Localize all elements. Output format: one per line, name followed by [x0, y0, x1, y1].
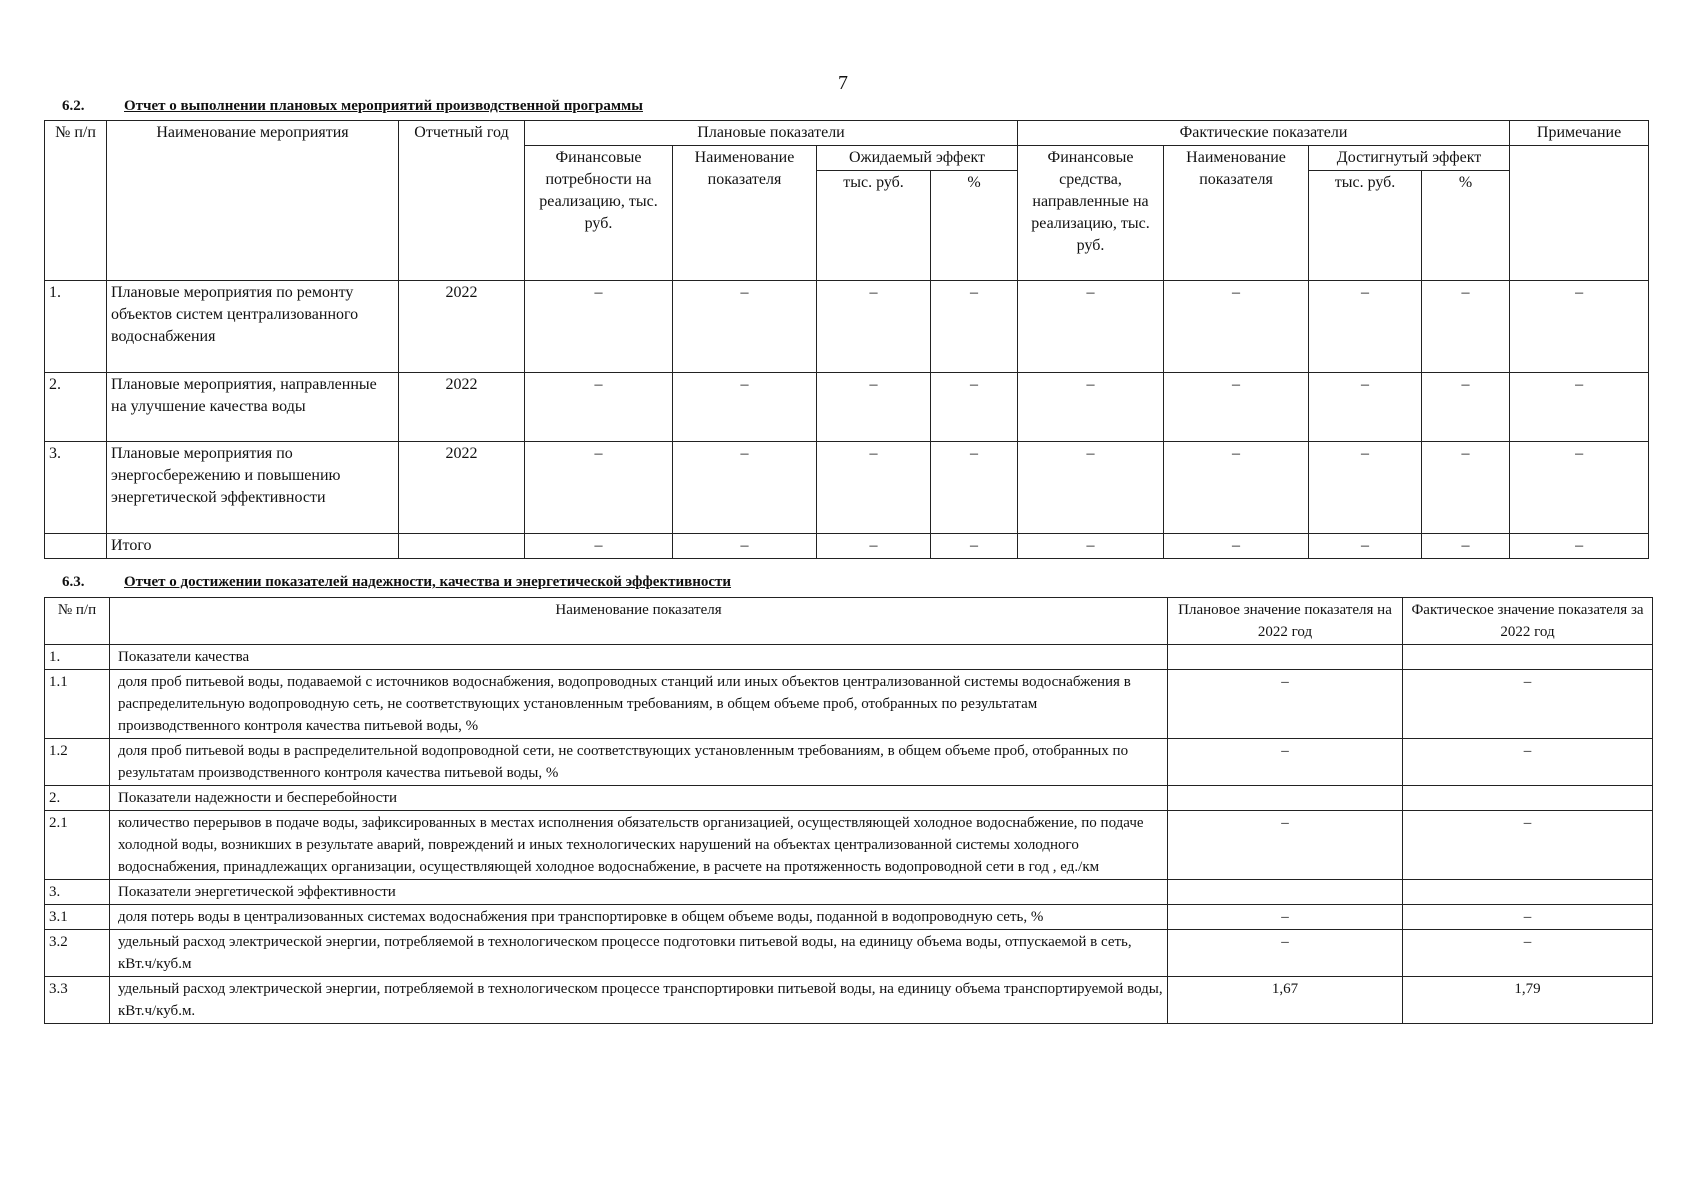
row-name: Плановые мероприятия по энергосбережению и повышению энергетической эффективности — [107, 442, 399, 534]
row-year: 2022 — [399, 373, 525, 442]
table-row — [45, 880, 1653, 905]
row-fact: – — [1403, 739, 1653, 786]
row-cell: – — [1422, 442, 1510, 534]
row-cell: – — [525, 442, 673, 534]
header-num: № п/п — [45, 121, 107, 281]
section-title-text: Отчет о достижении показателей надежности, качества и энергетической эффективности — [124, 574, 732, 590]
row-name: удельный расход электрической энергии, потребляемой в технологическом процессе транспортировки питьевой воды, на единицу объема транспортируемой воды, кВт.ч/куб.м. — [110, 977, 1168, 1024]
table-row — [45, 373, 1649, 442]
row-cell: – — [1018, 442, 1164, 534]
row-num: 1. — [45, 645, 110, 670]
row-cell: – — [817, 373, 931, 442]
row-cell: – — [931, 442, 1018, 534]
table-row — [45, 739, 1653, 786]
row-plan — [1168, 880, 1403, 905]
row-fact — [1403, 880, 1653, 905]
section-6-3-title — [62, 574, 731, 591]
row-num: 2.1 — [45, 811, 110, 880]
row-cell: – — [817, 442, 931, 534]
table-row — [45, 442, 1649, 534]
total-row — [45, 534, 1649, 559]
row-name: Плановые мероприятия, направленные на улучшение качества воды — [107, 373, 399, 442]
header-plan-effect: Ожидаемый эффект — [817, 146, 1018, 171]
total-cell: – — [1309, 534, 1422, 559]
table-row — [45, 905, 1653, 930]
production-program-table — [44, 120, 1649, 559]
row-cell: – — [931, 373, 1018, 442]
row-year: 2022 — [399, 442, 525, 534]
row-cell: – — [1309, 373, 1422, 442]
header-fact-effect-pct: % — [1422, 171, 1510, 281]
row-plan: – — [1168, 905, 1403, 930]
page-number: 7 — [838, 72, 848, 94]
row-num: 3. — [45, 442, 107, 534]
row-plan — [1168, 786, 1403, 811]
row-name: Показатели надежности и бесперебойности — [110, 786, 1168, 811]
header-fact: Фактическое значение показателя за 2022 год — [1403, 598, 1653, 645]
total-cell: – — [817, 534, 931, 559]
total-cell: – — [1510, 534, 1649, 559]
header-plan-effect-rub: тыс. руб. — [817, 171, 931, 281]
row-name: удельный расход электрической энергии, потребляемой в технологическом процессе подготовки питьевой воды, на единицу объема воды, отпускаемой в сеть, кВт.ч/куб.м — [110, 930, 1168, 977]
row-cell: – — [525, 373, 673, 442]
row-cell: – — [1422, 373, 1510, 442]
section-6-2-title — [62, 98, 643, 115]
total-cell: – — [1164, 534, 1309, 559]
row-num: 3.1 — [45, 905, 110, 930]
row-cell: – — [1164, 373, 1309, 442]
total-year-empty — [399, 534, 525, 559]
row-cell: – — [1309, 281, 1422, 373]
header-note-empty — [1510, 146, 1649, 281]
total-cell: – — [525, 534, 673, 559]
row-cell: – — [1510, 442, 1649, 534]
row-cell: – — [1164, 281, 1309, 373]
header-actual: Фактические показатели — [1018, 121, 1510, 146]
row-fact: – — [1403, 811, 1653, 880]
row-plan: – — [1168, 670, 1403, 739]
row-cell: – — [525, 281, 673, 373]
row-name: Показатели качества — [110, 645, 1168, 670]
row-cell: – — [817, 281, 931, 373]
row-cell: – — [673, 281, 817, 373]
row-num: 1.1 — [45, 670, 110, 739]
section-title-text: Отчет о выполнении плановых мероприятий производственной программы — [124, 98, 643, 114]
row-num: 1. — [45, 281, 107, 373]
total-cell: – — [1018, 534, 1164, 559]
row-fact — [1403, 786, 1653, 811]
row-fact: – — [1403, 670, 1653, 739]
row-plan: – — [1168, 930, 1403, 977]
header-fact-effect: Достигнутый эффект — [1309, 146, 1510, 171]
table-row — [45, 811, 1653, 880]
total-cell: – — [673, 534, 817, 559]
header-planned: Плановые показатели — [525, 121, 1018, 146]
row-name: доля проб питьевой воды, подаваемой с источников водоснабжения, водопроводных станций или иных объектов централизованной системы водоснабжения в распределительную водопроводную сеть, не соответствующих установленным требованиям, в общем объеме проб, отобранных по результатам производственного контроля качества питьевой воды, % — [110, 670, 1168, 739]
section-number: 6.3. — [62, 574, 85, 590]
header-plan-indicator: Наименование показателя — [673, 146, 817, 281]
row-fact: 1,79 — [1403, 977, 1653, 1024]
row-name: Показатели энергетической эффективности — [110, 880, 1168, 905]
row-fact — [1403, 645, 1653, 670]
total-num-empty — [45, 534, 107, 559]
row-num: 2. — [45, 373, 107, 442]
row-cell: – — [1422, 281, 1510, 373]
header-plan-fin: Финансовые потребности на реализацию, тыс. руб. — [525, 146, 673, 281]
row-num: 3. — [45, 880, 110, 905]
total-cell: – — [931, 534, 1018, 559]
total-label: Итого — [107, 534, 399, 559]
row-plan: 1,67 — [1168, 977, 1403, 1024]
header-name: Наименование показателя — [110, 598, 1168, 645]
row-num: 3.2 — [45, 930, 110, 977]
row-fact: – — [1403, 930, 1653, 977]
header-note: Примечание — [1510, 121, 1649, 146]
row-plan: – — [1168, 811, 1403, 880]
table-row — [45, 977, 1653, 1024]
row-num: 1.2 — [45, 739, 110, 786]
row-cell: – — [1018, 373, 1164, 442]
row-cell: – — [673, 442, 817, 534]
header-fact-effect-rub: тыс. руб. — [1309, 171, 1422, 281]
row-name: доля проб питьевой воды в распределительной водопроводной сети, не соответствующих установленным требованиям, в общем объеме проб, отобранных по результатам производственного контроля качества питьевой воды, % — [110, 739, 1168, 786]
row-num: 3.3 — [45, 977, 110, 1024]
header-year: Отчетный год — [399, 121, 525, 281]
row-num: 2. — [45, 786, 110, 811]
row-name: Плановые мероприятия по ремонту объектов систем централизованного водоснабжения — [107, 281, 399, 373]
table-row — [45, 930, 1653, 977]
indicators-table — [44, 597, 1653, 1024]
row-cell: – — [1309, 442, 1422, 534]
row-name: доля потерь воды в централизованных системах водоснабжения при транспортировке в общем объеме воды, поданной в водопроводную сеть, % — [110, 905, 1168, 930]
table-row — [45, 645, 1653, 670]
row-cell: – — [1018, 281, 1164, 373]
row-cell: – — [673, 373, 817, 442]
header-plan: Плановое значение показателя на 2022 год — [1168, 598, 1403, 645]
table-row — [45, 281, 1649, 373]
header-num: № п/п — [45, 598, 110, 645]
row-plan — [1168, 645, 1403, 670]
row-name: количество перерывов в подаче воды, зафиксированных в местах исполнения обязательств организацией, осуществляющей холодное водоснабжение, по подаче холодной воды, возникших в результате аварий, повреждений и иных технологических нарушений на объектах централизованной системы холодного водоснабжения, принадлежащих организации, осуществляющей холодное водоснабжение, в расчете на протяженность водопроводной сети в год , ед./км — [110, 811, 1168, 880]
row-fact: – — [1403, 905, 1653, 930]
row-cell: – — [931, 281, 1018, 373]
row-cell: – — [1510, 373, 1649, 442]
table-row — [45, 786, 1653, 811]
header-plan-effect-pct: % — [931, 171, 1018, 281]
row-cell: – — [1164, 442, 1309, 534]
header-fact-indicator: Наименование показателя — [1164, 146, 1309, 281]
section-number: 6.2. — [62, 98, 85, 114]
row-plan: – — [1168, 739, 1403, 786]
row-year: 2022 — [399, 281, 525, 373]
table-row — [45, 670, 1653, 739]
header-fact-fin: Финансовые средства, направленные на реализацию, тыс. руб. — [1018, 146, 1164, 281]
total-cell: – — [1422, 534, 1510, 559]
row-cell: – — [1510, 281, 1649, 373]
header-name: Наименование мероприятия — [107, 121, 399, 281]
